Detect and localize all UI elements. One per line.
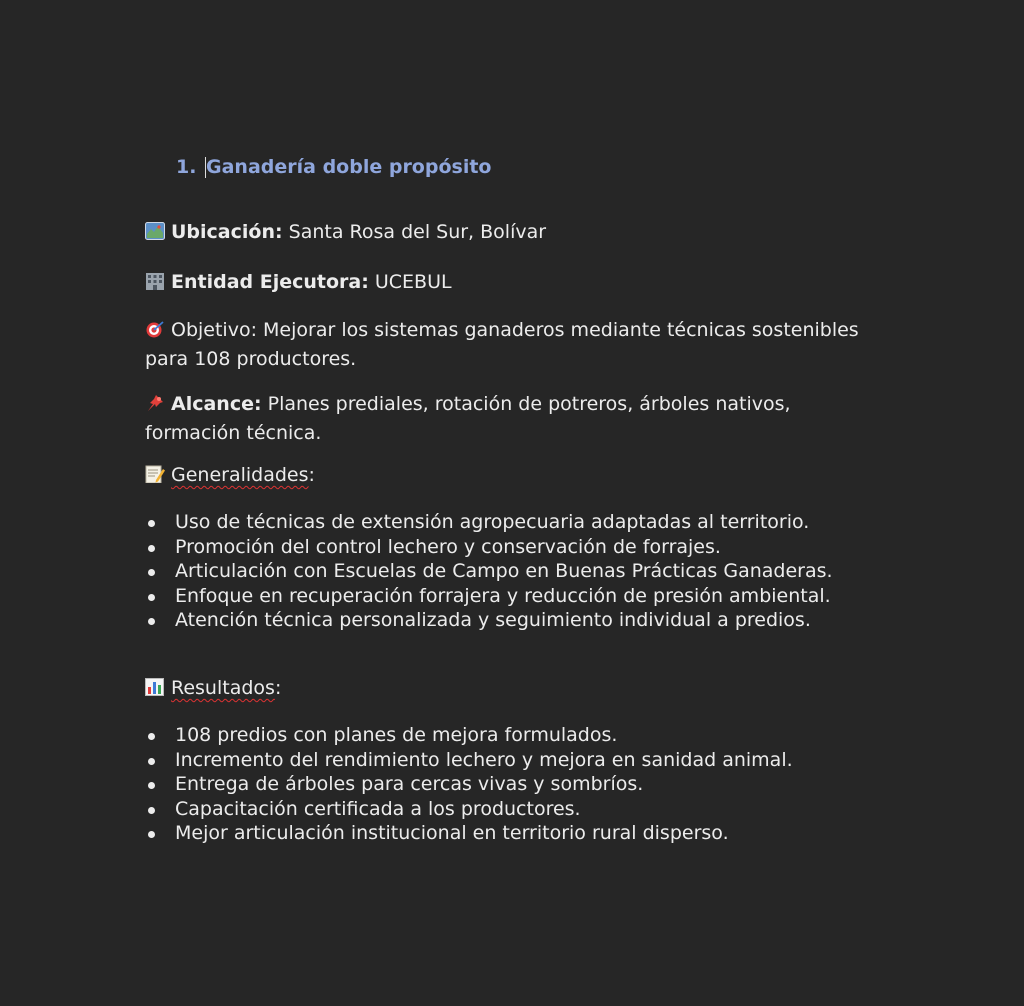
list-item: Articulación con Escuelas de Campo en Buenas Prácticas Ganaderas. bbox=[145, 559, 877, 584]
list-item: Mejor articulación institucional en territorio rural disperso. bbox=[145, 821, 877, 846]
entidad-value: UCEBUL bbox=[368, 271, 452, 293]
list-item: 108 predios con planes de mejora formulados. bbox=[145, 723, 877, 748]
generalidades-list bbox=[145, 510, 877, 633]
resultados-list bbox=[145, 723, 877, 846]
ubicacion-value: Santa Rosa del Sur, Bolívar bbox=[282, 221, 547, 243]
list-item: Uso de técnicas de extensión agropecuaria adaptadas al territorio. bbox=[145, 510, 877, 535]
memo-icon bbox=[145, 465, 165, 483]
bar-chart-icon bbox=[145, 678, 165, 696]
building-icon bbox=[145, 272, 165, 290]
alcance-paragraph bbox=[145, 390, 877, 448]
ubicacion-paragraph bbox=[145, 218, 546, 247]
objetivo-text: Objetivo: Mejorar los sistemas ganaderos mediante técnicas sostenibles para 108 productores. bbox=[145, 319, 859, 370]
alcance-value: Planes prediales, rotación de potreros, árboles nativos, formación técnica. bbox=[145, 393, 791, 444]
list-item: Atención técnica personalizada y seguimiento individual a predios. bbox=[145, 608, 877, 633]
alcance-label: Alcance: bbox=[171, 393, 262, 415]
ubicacion-label: Ubicación: bbox=[171, 221, 283, 243]
pushpin-icon bbox=[145, 394, 165, 412]
generalidades-heading bbox=[145, 461, 315, 490]
resultados-title: Resultados bbox=[171, 677, 275, 699]
entidad-paragraph bbox=[145, 268, 452, 297]
section-heading bbox=[145, 150, 877, 184]
list-item: Capacitación certificada a los productores. bbox=[145, 797, 877, 822]
list-item: Promoción del control lechero y conservación de forrajes. bbox=[145, 535, 877, 560]
generalidades-title: Generalidades bbox=[171, 464, 309, 486]
document-body[interactable] bbox=[145, 150, 877, 844]
target-icon bbox=[145, 320, 165, 338]
entidad-label: Entidad Ejecutora: bbox=[171, 271, 369, 293]
objetivo-paragraph bbox=[145, 316, 877, 374]
resultados-heading bbox=[145, 674, 281, 703]
list-item: Incremento del rendimiento lechero y mejora en sanidad animal. bbox=[145, 748, 877, 773]
heading-title: Ganadería doble propósito bbox=[206, 156, 492, 178]
generalidades-colon: : bbox=[308, 464, 315, 486]
list-item: Entrega de árboles para cercas vivas y sombríos. bbox=[145, 772, 877, 797]
list-item: Enfoque en recuperación forrajera y reducción de presión ambiental. bbox=[145, 584, 877, 609]
resultados-colon: : bbox=[274, 677, 282, 699]
map-icon bbox=[145, 222, 165, 240]
heading-number: 1. bbox=[176, 156, 197, 178]
